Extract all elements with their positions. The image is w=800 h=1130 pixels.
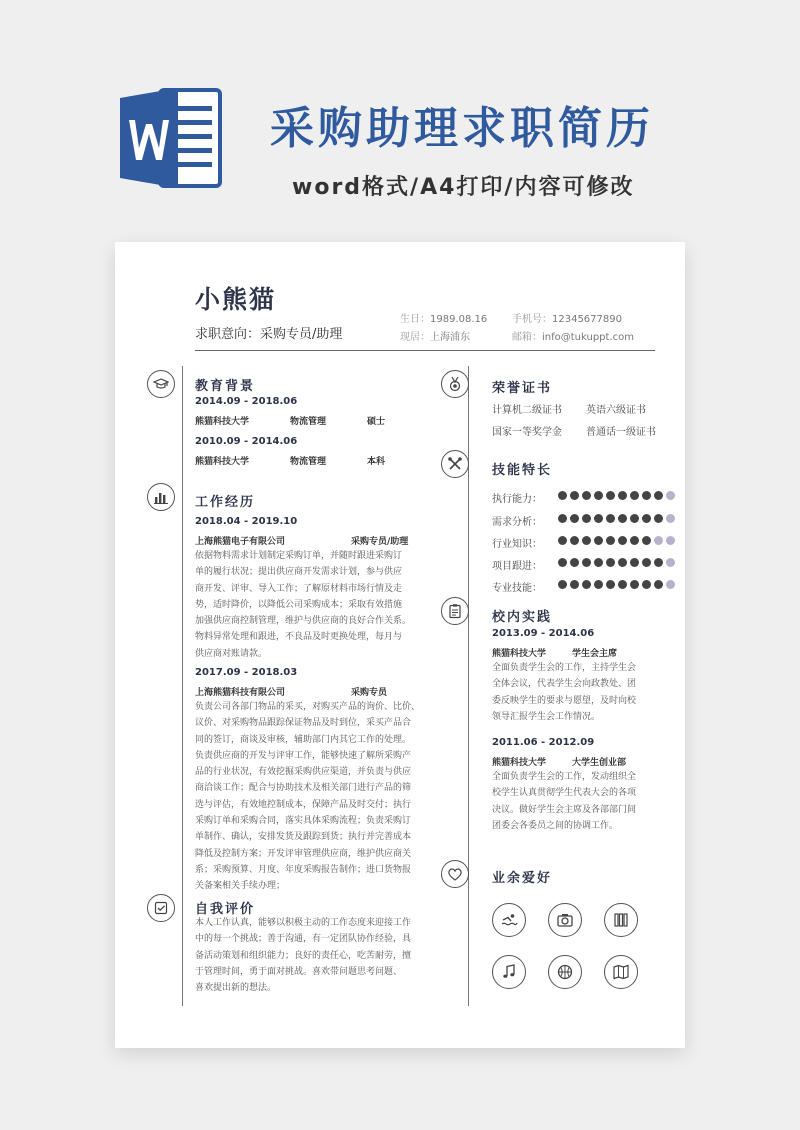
work-date: 2018.04 - 2019.10: [195, 516, 298, 527]
skill-dot-filled: [630, 514, 639, 523]
swimming-icon: [492, 903, 526, 937]
camera-icon: [548, 903, 582, 937]
job-intent: 求职意向：采购专员/助理: [195, 327, 343, 342]
skill-dot-filled: [630, 558, 639, 567]
skill-dot-filled: [558, 580, 567, 589]
skill-dot-empty: [654, 536, 663, 545]
campus-org: 熊猫科技大学: [492, 649, 547, 659]
clipboard-icon: [441, 597, 469, 625]
skill-dot-filled: [618, 491, 627, 500]
self-eval-text: 本人工作认真，能够以积极主动的工作态度来迎接工作 中的每一个挑战；善于沟通，有一定团队协作经验，具 备活动策划和组织能力；良好的责任心，吃苦耐劳，擅 于管理时间，勇于面对挑战。喜欢带问题思考问题、 喜欢提出新的想法。: [195, 918, 412, 994]
skill-dot-filled: [654, 580, 663, 589]
skill-rating: [558, 558, 675, 567]
skill-dot-empty: [666, 558, 675, 567]
skill-row: 行业知识：: [492, 535, 672, 549]
skill-dot-filled: [594, 491, 603, 500]
books-icon: [604, 903, 638, 937]
skill-dot-filled: [594, 514, 603, 523]
skill-row: 执行能力：: [492, 490, 672, 504]
work-description: 依据物料需求计划制定采购订单，并随时跟进采购订 单的履行状况；提出供应商开发需求计划，参与供应 商开发、评审、导入工作；了解原材料市场行情及走 势，适时降价，以降低公司采购成本；采取有效措施 加强供应商控制管理，维护与供应商的良好合作关系。 物料异常处理和跟进，不良品及时更换处理，每月与 供应商对账请款。: [195, 551, 412, 659]
skill-dot-filled: [606, 580, 615, 589]
heart-icon: [441, 860, 469, 888]
campus-description: 全面负责学生会的工作，发动组织全 校学生认真贯彻学生代表大会的各项 决议。做好学生会主席及各部部门间 团委会各委员之间的协调工作。: [492, 772, 637, 831]
campus-role: 学生会主席: [572, 649, 618, 659]
basketball-icon: [548, 955, 582, 989]
honor-item: 国家一等奖学金: [492, 427, 562, 438]
medal-icon: [441, 370, 469, 398]
skill-dot-filled: [570, 558, 579, 567]
edu-school: 熊猫科技大学: [195, 457, 250, 467]
edu-date: 2014.09 - 2018.06: [195, 396, 298, 407]
banner-title: 采购助理求职简历: [270, 103, 654, 154]
skill-dot-filled: [630, 580, 639, 589]
map-icon: [604, 955, 638, 989]
section-title-campus: 校内实践: [492, 610, 553, 625]
skill-dot-filled: [654, 491, 663, 500]
skill-rating: [558, 514, 675, 523]
honor-item: 英语六级证书: [586, 405, 646, 416]
work-company: 上海熊猫电子有限公司: [195, 537, 286, 547]
skill-dot-filled: [582, 580, 591, 589]
location-info: 现居：上海浦东: [400, 332, 470, 343]
skill-dot-filled: [582, 558, 591, 567]
bar-chart-icon: [147, 483, 175, 511]
campus-description: 全面负责学生会的工作，主持学生会 全体会议，代表学生会向政教处、团 委反映学生的要求与愿望，及时向校 领导汇报学生会工作情况。: [492, 663, 637, 722]
skill-dot-filled: [570, 536, 579, 545]
work-date: 2017.09 - 2018.03: [195, 667, 298, 678]
edu-major: 物流管理: [290, 417, 327, 427]
skill-dot-filled: [618, 558, 627, 567]
skill-dot-filled: [558, 536, 567, 545]
skill-row: 专业技能：: [492, 579, 672, 593]
skill-dot-filled: [606, 558, 615, 567]
work-company: 上海熊猫科技有限公司: [195, 688, 286, 698]
skill-dot-filled: [606, 491, 615, 500]
skill-dot-filled: [642, 580, 651, 589]
campus-org: 熊猫科技大学: [492, 758, 547, 768]
campus-date: 2013.09 - 2014.06: [492, 628, 595, 639]
skill-row: 项目跟进：: [492, 557, 672, 571]
skill-dot-filled: [606, 514, 615, 523]
section-title-skills: 技能特长: [492, 463, 553, 478]
graduation-cap-icon: [147, 370, 175, 398]
skill-dot-filled: [654, 558, 663, 567]
skill-dot-empty: [666, 491, 675, 500]
section-title-honors: 荣誉证书: [492, 381, 553, 396]
section-title-self-eval: 自我评价: [195, 902, 256, 917]
skill-rating: [558, 580, 675, 589]
skill-dot-filled: [558, 491, 567, 500]
birth-info: 生日：1989.08.16: [400, 314, 488, 325]
checklist-icon: [147, 894, 175, 922]
skill-dot-empty: [666, 580, 675, 589]
skill-dot-filled: [570, 514, 579, 523]
work-role: 采购专员/助理: [351, 537, 409, 547]
music-note-icon: [492, 955, 526, 989]
edu-degree: 硕士: [367, 417, 386, 427]
edu-degree: 本科: [367, 457, 386, 467]
skill-dot-filled: [618, 536, 627, 545]
skill-dot-filled: [618, 514, 627, 523]
skill-dot-filled: [594, 558, 603, 567]
edu-date: 2010.09 - 2014.06: [195, 436, 298, 447]
skill-row: 需求分析：: [492, 513, 672, 527]
email-info: 邮箱：info@tukuppt.com: [512, 332, 634, 343]
skill-dot-filled: [642, 514, 651, 523]
skill-dot-filled: [642, 491, 651, 500]
work-role: 采购专员: [351, 688, 388, 698]
skill-dot-filled: [642, 558, 651, 567]
honor-item: 普通话一级证书: [586, 427, 656, 438]
campus-date: 2011.06 - 2012.09: [492, 737, 595, 748]
word-document-icon: [120, 84, 224, 192]
section-title-work: 工作经历: [195, 495, 256, 510]
skill-dot-filled: [654, 514, 663, 523]
skill-dot-filled: [570, 580, 579, 589]
skill-dot-filled: [594, 580, 603, 589]
skill-dot-filled: [630, 491, 639, 500]
skill-dot-empty: [666, 514, 675, 523]
section-title-hobbies: 业余爱好: [492, 871, 553, 886]
skill-dot-filled: [618, 580, 627, 589]
skill-dot-filled: [582, 491, 591, 500]
resume-page: [115, 242, 685, 1048]
work-description: 负责公司各部门物品的采买，对购买产品的询价、比价、 议价、对采购物品跟踪保证物品及时到位，采买产品合 同的签订，商谈及审核，辅助部门内其它工作的处理。 负责供应商的开发与评审工作，能够快速了解所采购产 品的行业状况，有效挖掘采购供应渠道，并负责与供应 商洽谈工作；配合与协助技术及相关部门进行产品的筛 选与评估，有效地控制成本，保障产品及时交付；执行 采购订单和采购合同，落实具体采购流程；负责采购订 单制作、确认，安排发货及跟踪到货；执行并完善成本 降低及控制方案；开发评审管理供应商，维护供应商关 系；采购预算、月度、年度采购报告制作；进口货物报 关备案相关手续办理；: [195, 702, 421, 892]
skill-dot-filled: [630, 536, 639, 545]
campus-role: 大学生创业部: [572, 758, 627, 768]
tools-icon: [441, 450, 469, 478]
skill-dot-filled: [582, 514, 591, 523]
skill-dot-filled: [570, 491, 579, 500]
skill-dot-filled: [558, 558, 567, 567]
skill-dot-filled: [582, 536, 591, 545]
skill-dot-filled: [594, 536, 603, 545]
edu-school: 熊猫科技大学: [195, 417, 250, 427]
skill-rating: [558, 491, 675, 500]
skill-rating: [558, 536, 675, 545]
edu-major: 物流管理: [290, 457, 327, 467]
email-link[interactable]: info@tukuppt.com: [542, 332, 634, 343]
skill-dot-filled: [606, 536, 615, 545]
candidate-name: 小熊猫: [195, 285, 277, 314]
honor-item: 计算机二级证书: [492, 405, 562, 416]
left-timeline: [182, 366, 183, 1006]
phone-info: 手机号：12345677890: [512, 314, 622, 325]
section-title-education: 教育背景: [195, 379, 256, 394]
skill-dot-empty: [666, 536, 675, 545]
header-divider: [195, 350, 655, 351]
banner-subtitle: word格式/A4打印/内容可修改: [292, 175, 635, 200]
skill-dot-filled: [642, 536, 651, 545]
skill-dot-filled: [558, 514, 567, 523]
